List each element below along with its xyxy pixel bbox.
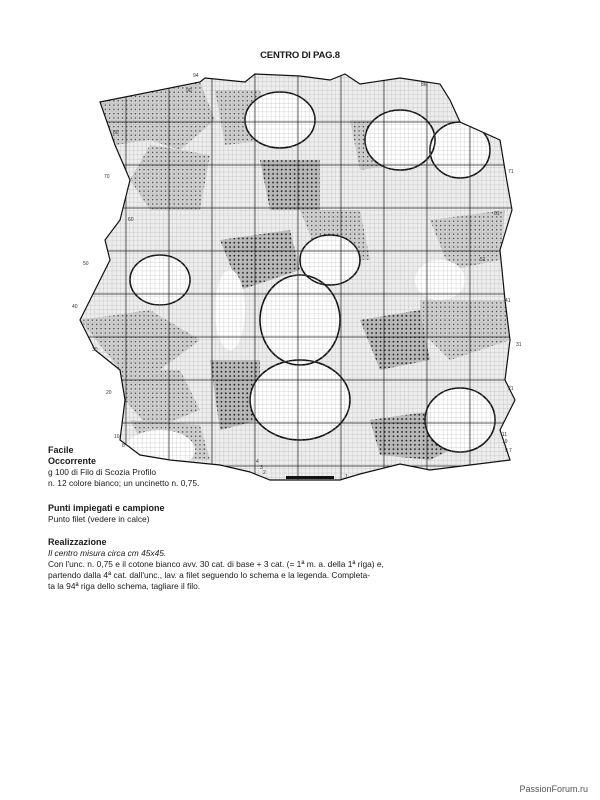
stitches-line: Punto filet (vedere in calce) — [48, 514, 150, 524]
row-label: 4 — [256, 459, 259, 465]
row-label: 41 — [505, 298, 511, 304]
row-label: 19 — [502, 439, 508, 445]
row-label: 80 — [113, 130, 119, 136]
watermark: PassionForum.ru — [519, 784, 588, 794]
row-label: 3 — [260, 465, 263, 471]
row-label: 10 — [114, 434, 120, 440]
row-label: 60 — [128, 217, 134, 223]
row-label: 90 — [186, 88, 192, 94]
base-chain-marker — [286, 476, 334, 479]
row-label: 11 — [502, 432, 508, 438]
row-label: 8 — [122, 443, 125, 449]
difficulty-label: Facile — [48, 445, 74, 455]
stitches-heading: Punti impiegati e campione — [48, 503, 165, 513]
page-title: CENTRO DI PAG.8 — [260, 50, 340, 61]
row-label: 86 — [421, 82, 427, 88]
materials-line: n. 12 colore bianco; un uncinetto n. 0,75. — [48, 478, 200, 488]
instructions-line: ta la 94ª riga dello schema, tagliare il filo. — [48, 581, 201, 591]
row-label: 40 — [72, 304, 78, 310]
realization-heading: Realizzazione — [48, 537, 107, 547]
row-label: 30 — [92, 347, 98, 353]
row-label: 94 — [193, 73, 199, 79]
row-label: 1 — [345, 474, 348, 480]
filet-chart — [0, 60, 600, 490]
row-label: 20 — [106, 390, 112, 396]
row-label: 70 — [104, 174, 110, 180]
size-note: Il centro misura circa cm 45x45. — [48, 548, 167, 558]
row-label: 31 — [516, 342, 522, 348]
row-label: 9 — [505, 448, 508, 454]
row-label: 61 — [494, 211, 500, 217]
instructions-line: Con l'unc. n. 0,75 e il cotone bianco avv. 30 cat. di base + 3 cat. (= 1ª m. a. della 1ª riga) e, — [48, 559, 384, 569]
row-label: 2 — [263, 470, 266, 476]
filet-chart-grid — [0, 60, 600, 490]
row-label: 7 — [509, 448, 512, 454]
materials-heading: Occorrente — [48, 456, 97, 466]
row-label: 71 — [508, 169, 514, 175]
materials-section — [48, 445, 199, 489]
instructions-line: partendo dalla 4ª cat. dall'unc., lav. a filet seguendo lo schema e la legenda. Completa- — [48, 570, 371, 580]
stitches-section — [48, 503, 165, 525]
materials-line: g 100 di Filo di Scozia Profilo — [48, 467, 156, 477]
row-label: 50 — [83, 261, 89, 267]
row-label: 21 — [508, 386, 514, 392]
realization-section — [48, 537, 384, 592]
row-label: 51 — [480, 257, 486, 263]
